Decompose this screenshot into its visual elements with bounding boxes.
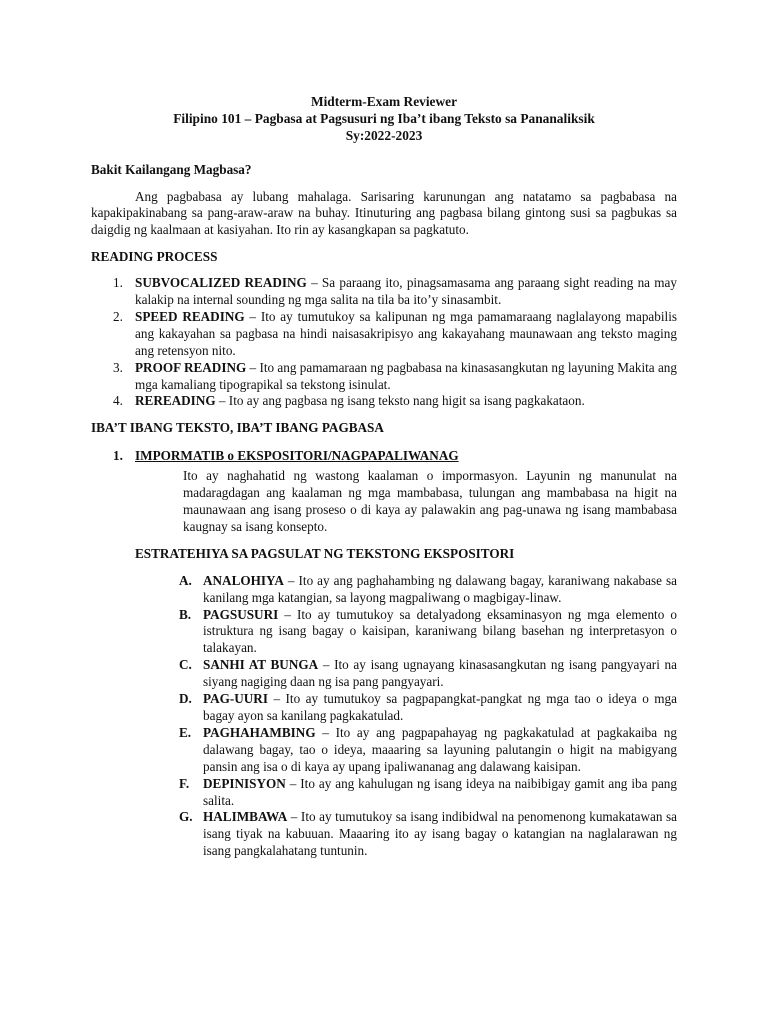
definition: – Ito ay ang pagpapahayag ng pagkakatulad at pagkakaiba ng dalawang bagay, tao o ideya, maaaring sa layuning palutangin o higit na mabigyang pansin ang isa o di kaya ay upang ipaliwananag ang dalawang kaisipan. xyxy=(203,724,677,774)
header-title: Midterm-Exam Reviewer xyxy=(310,94,458,109)
list-item xyxy=(91,657,677,691)
list-letter: G. xyxy=(179,809,193,825)
definition: – Ito ang pamamaraan ng pagbabasa na kinasasangkutan ng layuning Makita ang mga kamaliang tipograpikal sa tekstong isinulat. xyxy=(135,359,677,392)
list-item xyxy=(91,691,677,725)
reading-process-list xyxy=(91,275,677,410)
texts-heading: IBA’T IBANG TEKSTO, IBA’T IBANG PAGBASA xyxy=(91,420,384,436)
definition: – Ito ay ang pagbasa ng isang teksto nang higit sa isang pagkakataon. xyxy=(215,393,585,409)
term: PAGHAHAMBING xyxy=(203,724,316,740)
informative-description: Ito ay naghahatid ng wastong kaalaman o impormasyon. Layunin ng manunulat na madaragdagan ang kaalaman ng mga mambabasa, tulungan ang mambabasa na higit na maunawaan ang isang proseso o di kaya ay palawakin ang pag-unawa ng isang mambabasa kaugnay sa isang konsepto. xyxy=(183,468,677,534)
header-course: Filipino 101 – Pagbasa at Pagsusuri ng Iba’t ibang Teksto sa Pananaliksik xyxy=(173,111,595,127)
list-letter: D. xyxy=(179,691,192,707)
intro-heading: Bakit Kailangang Magbasa? xyxy=(91,161,252,177)
definition: – Ito ay tumutukoy sa isang indibidwal na penomenong kumakatawan sa isang tiyak na kabuuan. Maaaring ito ay isang bagay o katangian na naglalarawan ng isang pangkalahatang tuntunin. xyxy=(203,809,677,859)
list-number: 1. xyxy=(113,448,123,464)
list-item xyxy=(91,776,677,810)
definition: – Ito ay tumutukoy sa pagpapangkat-pangkat ng mga tao o ideya o mga bagay ayon sa kanilang pagkakatulad. xyxy=(203,691,677,723)
list-letter: A. xyxy=(179,572,192,588)
reading-process-heading: READING PROCESS xyxy=(91,249,218,265)
term: SPEED READING xyxy=(135,308,245,324)
strategy-heading: ESTRATEHIYA SA PAGSULAT NG TEKSTONG EKSPOSITORI xyxy=(135,545,515,561)
list-item xyxy=(91,393,677,410)
list-letter: F. xyxy=(179,775,190,791)
strategy-list xyxy=(91,573,677,860)
list-letter: B. xyxy=(179,606,192,622)
term: PAG-UURI xyxy=(203,691,268,707)
list-number: 4. xyxy=(113,393,123,409)
informative-title: IMPORMATIB o EKSPOSITORI/NAGPAPALIWANAG xyxy=(135,448,459,464)
definition: – Ito ay tumutukoy sa detalyadong eksaminasyon ng mga elemento o istruktura ng isang bagay o kaisipan, karaniwang bilang basehan ng interpretasyon o talakayan. xyxy=(203,606,677,656)
list-item xyxy=(91,725,677,776)
list-item xyxy=(91,809,677,860)
list-number: 3. xyxy=(113,359,123,375)
list-letter: C. xyxy=(179,657,192,673)
list-item xyxy=(91,360,677,394)
term: PAGSUSURI xyxy=(203,606,279,622)
term: HALIMBAWA xyxy=(203,809,288,825)
definition: – Sa paraang ito, pinagsamasama ang paraang sight reading na may kalakip na internal sounding ng mga salita na tila ba ito’y sinasambit. xyxy=(135,275,678,308)
term: REREADING xyxy=(135,393,216,409)
definition: – Ito ay ang kahulugan ng isang ideya na naibibigay gamit ang iba pang salita. xyxy=(203,775,677,808)
list-item xyxy=(91,309,677,360)
informative-item xyxy=(91,448,677,465)
intro-paragraph: Ang pagbabasa ay lubang mahalaga. Sarisaring karunungan ang natatamo sa pagbabasa na kapakipakinabang sa pang-araw-araw na buhay. Itinuturing ang pagbasa bilang gintong susi sa pagbukas sa daigdig ng kaalmaan at kasiyahan. Ito rin ay kasangkapan sa pagkatuto. xyxy=(91,188,677,238)
term: SANHI AT BUNGA xyxy=(203,657,319,673)
term: SUBVOCALIZED READING xyxy=(135,275,307,291)
list-number: 1. xyxy=(113,275,123,291)
definition: – Ito ay ang paghahambing ng dalawang bagay, karaniwang nakabase sa kanilang mga katangian, sa layong magpaliwang o magbigay-linaw. xyxy=(203,572,677,605)
list-item xyxy=(91,573,677,607)
term: DEPINISYON xyxy=(203,775,286,791)
list-number: 2. xyxy=(113,308,123,324)
list-letter: E. xyxy=(179,724,192,740)
term: PROOF READING xyxy=(135,359,247,375)
header-school-year: Sy:2022-2023 xyxy=(345,128,423,144)
definition: – Ito ay isang ugnayang kinasasangkutan ng isang pangyayari na siyang nagiging daan ng isa pang pangyayari. xyxy=(203,657,677,690)
definition: – Ito ay tumutukoy sa kalipunan ng mga pamamaraang naglalayong mapabilis ang kakayahan sa pagbasa na hindi naisasakripisyo ang kakayahang maunawaan ang teksto maging ang retensyon nito. xyxy=(135,308,677,358)
document-header xyxy=(91,93,677,145)
list-item xyxy=(91,275,677,309)
term: ANALOHIYA xyxy=(203,572,284,588)
list-item xyxy=(91,607,677,658)
